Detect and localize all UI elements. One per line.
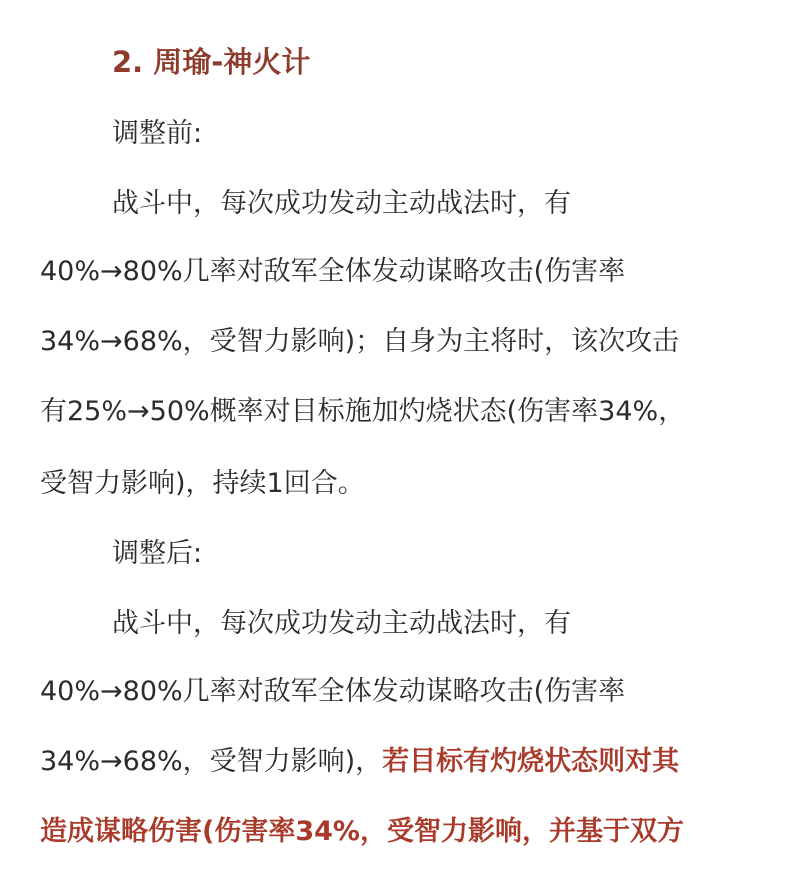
- after-label: 调整后:: [112, 538, 203, 569]
- after-line-3: [40, 738, 758, 786]
- after-line-4-highlight: 造成谋略伤害(伤害率34%，受智力影响，并基于双方: [40, 816, 684, 847]
- after-line-1: 战斗中，每次成功发动主动战法时，有: [112, 608, 571, 639]
- after-line-2: 40%→80%几率对敌军全体发动谋略攻击(伤害率: [40, 676, 626, 707]
- after-line-3-normal: 34%→68%，受智力影响)，: [40, 746, 383, 777]
- before-line-1: 战斗中，每次成功发动主动战法时，有: [112, 188, 571, 219]
- before-line-5: 受智力影响)，持续1回合。: [40, 468, 365, 499]
- before-line-4: 有25%→50%概率对目标施加灼烧状态(伤害率34%，: [40, 396, 686, 427]
- after-line-3-highlight: 若目标有灼烧状态则对其: [382, 746, 680, 777]
- before-line-2: 40%→80%几率对敌军全体发动谋略攻击(伤害率: [40, 256, 626, 287]
- before-line-3: 34%→68%，受智力影响)；自身为主将时，该次攻击: [40, 326, 680, 357]
- before-label: 调整前:: [112, 118, 203, 149]
- section-heading: 2. 周瑜-神火计: [112, 45, 311, 79]
